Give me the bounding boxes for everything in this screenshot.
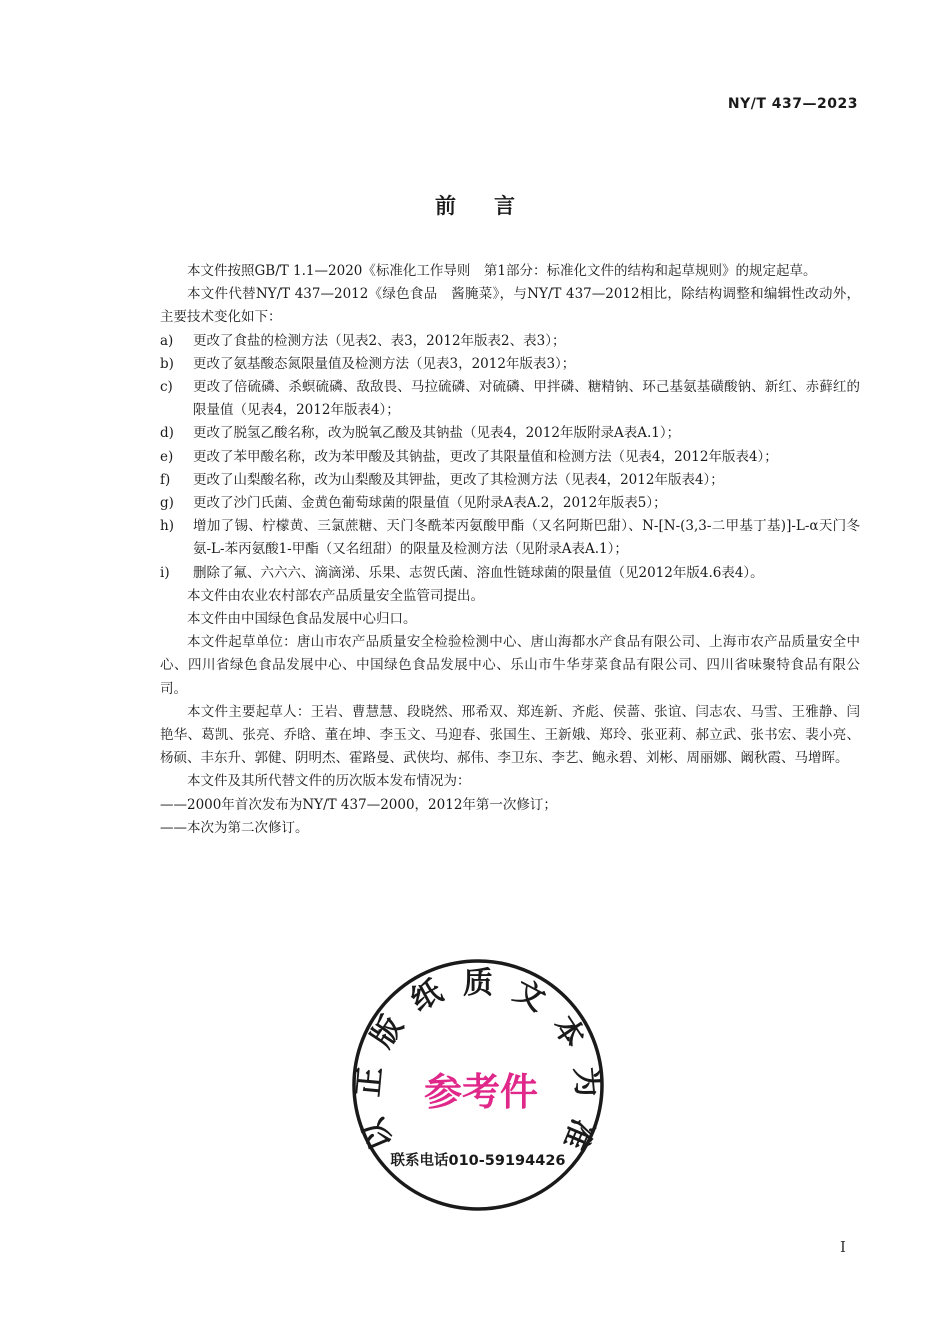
- item-text: 更改了苯甲酸名称，改为苯甲酸及其钠盐，更改了其限量值和检测方法（见表4，2012年版表4）；: [193, 448, 778, 465]
- title-char: 言: [494, 194, 515, 218]
- item-marker: f): [160, 471, 171, 488]
- paragraph-drafters: 本文件主要起草人：王岩、曹慧慧、段晓然、邢希双、郑连新、齐彪、侯蔷、张谊、闫志农、马雪、王雅静、闫艳华、葛凯、张亮、乔晗、董在坤、李玉文、马迎春、张国生、王新娥、郑玲、张亚莉、郝立武、张书宏、裴小亮、杨硕、丰东升、郭健、阴明杰、霍路曼、武侠均、郝伟、李卫东、李艺、鲍永碧、刘彬、周丽娜、阚秋霞、马增晖。: [160, 703, 860, 767]
- item-text: 更改了倍硫磷、杀螟硫磷、敌敌畏、马拉硫磷、对硫磷、甲拌磷、糖精钠、环己基氨基磺酸钠、新红、赤藓红的限量值（见表4，2012年版表4）；: [193, 379, 860, 419]
- item-text: 更改了氨基酸态氮限量值及检测方法（见表3，2012年版表3）；: [193, 355, 576, 372]
- title-char: 前: [435, 194, 456, 218]
- list-item: [160, 422, 860, 445]
- item-marker: b): [160, 355, 174, 372]
- item-marker: i): [160, 564, 170, 581]
- stamp-center-text: 参考件: [423, 1070, 539, 1114]
- list-item: [160, 376, 860, 422]
- item-text: 增加了锡、柠檬黄、三氯蔗糖、天门冬酰苯丙氨酸甲酯（又名阿斯巴甜）、N-[N-(3,3-二甲基丁基)]-L-α天门冬氨-L-苯丙氨酸1-甲酯（又名纽甜）的限量及检测方法（见附录A表A.1）；: [193, 518, 860, 558]
- item-marker: h): [160, 518, 174, 535]
- page-number: I: [840, 1238, 846, 1256]
- history-item: ——2000年首次发布为NY/T 437—2000，2012年第一次修订；: [160, 796, 557, 813]
- paragraph-proposer: 本文件由农业农村部农产品质量安全监管司提出。: [187, 587, 484, 604]
- list-item: [160, 446, 860, 469]
- reference-copy-stamp: [348, 955, 608, 1215]
- item-text: 更改了山梨酸名称，改为山梨酸及其钾盐，更改了其检测方法（见表4，2012年版表4）；: [193, 471, 724, 488]
- foreword-body: [160, 260, 860, 840]
- paragraph-drafting-units: 本文件起草单位：唐山市农产品质量安全检验检测中心、唐山海都水产食品有限公司、上海市农产品质量安全中心、四川省绿色食品发展中心、中国绿色食品发展中心、乐山市牛华芽菜食品有限公司、四川省味聚特食品有限公司。: [160, 634, 860, 697]
- stamp-ring-text: 以正版纸质文本为准: [351, 965, 605, 1155]
- item-text: 更改了沙门氏菌、金黄色葡萄球菌的限量值（见附录A表A.2，2012年版表5）；: [193, 495, 667, 512]
- item-marker: e): [160, 448, 174, 465]
- item-marker: a): [160, 332, 174, 349]
- list-item: [160, 330, 860, 353]
- item-text: 更改了食盐的检测方法（见表2、表3，2012年版表2、表3）；: [193, 332, 566, 349]
- paragraph-administrator: 本文件由中国绿色食品发展中心归口。: [187, 611, 417, 628]
- list-item: [160, 515, 860, 561]
- paragraph-drafting-basis: 本文件按照GB/T 1.1—2020《标准化工作导则 第1部分：标准化文件的结构和起草规则》的规定起草。: [187, 263, 817, 279]
- item-text: 删除了氟、六六六、滴滴涕、乐果、志贺氏菌、溶血性链球菌的限量值（见2012年版4.6表4）。: [193, 564, 764, 581]
- item-marker: d): [160, 425, 174, 442]
- list-item: [160, 353, 860, 376]
- standard-code: NY/T 437—2023: [727, 96, 858, 112]
- list-item: [160, 562, 860, 585]
- list-item: [160, 492, 860, 515]
- paragraph-history-intro: 本文件及其所代替文件的历次版本发布情况为：: [187, 773, 471, 790]
- item-marker: c): [160, 379, 173, 396]
- item-marker: g): [160, 495, 174, 512]
- item-text: 更改了脱氢乙酸名称，改为脱氧乙酸及其钠盐（见表4，2012年版附录A表A.1）；: [193, 425, 681, 442]
- paragraph-replacement: 本文件代替NY/T 437—2012《绿色食品 酱腌菜》，与NY/T 437—2012相比，除结构调整和编辑性改动外，主要技术变化如下：: [160, 286, 860, 326]
- list-item: [160, 469, 860, 492]
- stamp-phone: 联系电话010-59194426: [390, 1153, 566, 1169]
- page-title: [0, 190, 950, 220]
- history-item: ——本次为第二次修订。: [160, 819, 309, 836]
